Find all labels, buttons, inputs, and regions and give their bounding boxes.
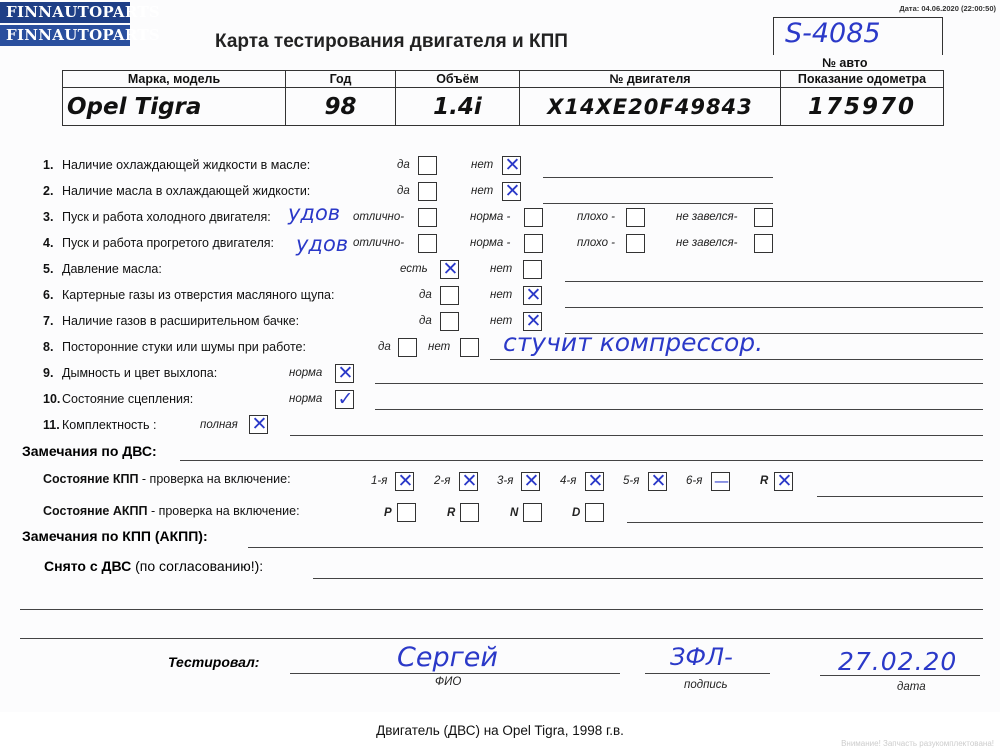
item-6-line [565,307,983,308]
fio-label: ФИО [435,676,462,688]
item-8-opt-no: нет [428,341,451,353]
akpp-gear-d-label: D [572,507,581,519]
akpp-label-rest: - проверка на включение: [147,504,300,518]
item-11-opt-complete: полная [200,419,238,431]
x-mark-icon: ✕ [525,284,542,306]
item-9-opt-normal: норма [289,367,323,379]
removed-line-2 [20,609,983,610]
kpp-gear-6-checkbox[interactable] [711,472,730,491]
x-mark-icon: ✕ [461,470,478,492]
item-5-label: Давление масла: [62,262,162,276]
date-hand: 27.02.20 [838,647,958,676]
car-number-label: № авто [822,56,868,70]
fio-line [290,673,620,674]
akpp-gear-d-checkbox[interactable] [585,503,604,522]
akpp-line [627,522,983,523]
item-2-number: 2. [43,184,54,198]
kpp-gear-2-checkbox[interactable] [459,472,478,491]
item-10-number: 10. [43,392,61,406]
item-11-label: Комплектность : [62,418,157,432]
kpp-gear-2-label: 2-я [434,475,451,487]
item-4-opt-bad: плохо - [577,237,615,249]
item-2-yes-checkbox[interactable] [418,182,437,201]
item-2-no-checkbox[interactable] [502,182,521,201]
item-3-opt-bad: плохо - [577,211,615,223]
item-11-line [290,435,983,436]
item-3-label: Пуск и работа холодного двигателя: [62,210,271,224]
signature-label: подпись [684,679,728,691]
item-6-yes-checkbox[interactable] [440,286,459,305]
date-stamp: Дата: 04.06.2020 (22:00:50) [899,4,996,13]
kpp-gear-r-label: R [760,475,769,487]
kpp-gear-3-label: 3-я [497,475,514,487]
col-header-engine-no: № двигателя [520,71,781,88]
photo-caption: Двигатель (ДВС) на Opel Tigra, 1998 г.в. [0,712,1000,750]
remarks-kpp-line [248,547,983,548]
item-1-opt-no: нет [471,159,494,171]
item-9-label: Дымность и цвет выхлопа: [62,366,218,380]
item-9-normal-checkbox[interactable] [335,364,354,383]
x-mark-icon: ✕ [523,470,540,492]
item-3-opt-excellent: отлично- [353,211,405,223]
dash-mark-icon: — [714,472,729,490]
item-3-opt-not-started: не завелся- [676,211,738,223]
x-mark-icon: ✕ [397,470,414,492]
item-7-label: Наличие газов в расширительном бачке: [62,314,300,328]
remarks-dvs-line [180,460,983,461]
col-header-model: Марка, модель [63,71,286,88]
item-4-not-started-checkbox[interactable] [754,234,773,253]
remarks-dvs-label: Замечания по ДВС: [22,443,157,459]
item-8-opt-yes: да [378,341,391,353]
item-10-line [375,409,983,410]
item-3-bad-checkbox[interactable] [626,208,645,227]
item-1-no-checkbox[interactable] [502,156,521,175]
item-1-opt-yes: да [397,159,410,171]
item-4-normal-checkbox[interactable] [524,234,543,253]
item-8-number: 8. [43,340,54,354]
item-5-opt-absent: нет [490,263,513,275]
item-9-number: 9. [43,366,54,380]
item-5-opt-present: есть [400,263,428,275]
kpp-gear-4-checkbox[interactable] [585,472,604,491]
col-header-odometer: Показание одометра [781,71,944,88]
akpp-gear-r-label: R [447,507,456,519]
col-header-volume: Объём [396,71,520,88]
kpp-label [43,472,291,486]
value-engine-no: X14XE20F49843 [520,88,781,126]
x-mark-icon: ✕ [587,470,604,492]
item-10-opt-normal: норма [289,393,323,405]
item-1-label: Наличие охлаждающей жидкости в масле: [62,158,311,172]
item-1-yes-checkbox[interactable] [418,156,437,175]
akpp-label-bold: Состояние АКПП [43,504,148,518]
kpp-gear-4-label: 4-я [560,475,577,487]
item-3-number: 3. [43,210,54,224]
item-6-no-checkbox[interactable] [523,286,542,305]
item-7-number: 7. [43,314,54,328]
x-mark-icon: ✕ [525,310,542,332]
removed-label-rest: (по согласованию!): [131,558,264,574]
watermark: Внимание! Запчасть разукомплектована! [841,739,994,748]
form-title: Карта тестирования двигателя и КПП [215,31,568,52]
value-year: 98 [286,88,396,126]
logo-finnautoparts: FINNAUTOPARTS [0,2,130,23]
kpp-gear-1-checkbox[interactable] [395,472,414,491]
removed-line-3 [20,638,983,639]
removed-line-1 [313,578,983,579]
item-6-opt-no: нет [490,289,513,301]
akpp-gear-p-checkbox[interactable] [397,503,416,522]
item-4-hand: удов [296,232,349,256]
item-2-line [543,203,773,204]
item-5-present-checkbox[interactable] [440,260,459,279]
item-3-hand: удов [288,201,341,225]
x-mark-icon: ✕ [251,413,268,435]
item-10-label: Состояние сцепления: [62,392,194,406]
item-6-number: 6. [43,288,54,302]
x-mark-icon: ✕ [776,470,793,492]
date-line [820,675,980,676]
item-7-opt-yes: да [419,315,432,327]
logo-finnautoparts-secondary: FINNAUTOPARTS [0,25,130,46]
value-model: Opel Tigra [63,88,286,126]
x-mark-icon: ✕ [504,180,521,202]
item-1-number: 1. [43,158,54,172]
item-6-label: Картерные газы из отверстия масляного щупа: [62,288,335,302]
item-9-line [375,383,983,384]
kpp-gear-5-label: 5-я [623,475,640,487]
removed-label-bold: Снято с ДВС [44,558,132,574]
item-3-not-started-checkbox[interactable] [754,208,773,227]
item-6-opt-yes: да [419,289,432,301]
item-2-label: Наличие масла в охлаждающей жидкости: [62,184,311,198]
x-mark-icon: ✕ [504,154,521,176]
item-8-hand-note: стучит компрессор. [503,328,764,357]
item-2-opt-no: нет [471,185,494,197]
x-mark-icon: ✕ [442,258,459,280]
item-1-line [543,177,773,178]
kpp-gear-5-checkbox[interactable] [648,472,667,491]
kpp-gear-1-label: 1-я [371,475,388,487]
akpp-gear-p-label: P [384,507,392,519]
item-5-absent-checkbox[interactable] [523,260,542,279]
item-3-opt-normal: норма - [470,211,511,223]
item-11-complete-checkbox[interactable] [249,415,268,434]
akpp-gear-n-checkbox[interactable] [523,503,542,522]
item-4-opt-excellent: отлично- [353,237,405,249]
item-8-yes-checkbox[interactable] [398,338,417,357]
kpp-label-bold: Состояние КПП [43,472,139,486]
item-5-number: 5. [43,262,54,276]
item-3-excellent-checkbox[interactable] [418,208,437,227]
check-mark-icon: ✓ [337,388,354,410]
akpp-gear-r-checkbox[interactable] [460,503,479,522]
signature-line [645,673,770,674]
item-4-label: Пуск и работа прогретого двигателя: [62,236,274,250]
value-odometer: 175970 [781,88,944,126]
kpp-gear-6-label: 6-я [686,475,703,487]
kpp-label-rest: - проверка на включение: [138,472,291,486]
item-7-yes-checkbox[interactable] [440,312,459,331]
tester-name-hand: Сергей [397,642,498,673]
item-8-no-checkbox[interactable] [460,338,479,357]
date-label: дата [897,681,926,693]
x-mark-icon: ✕ [337,362,354,384]
vehicle-info-table [62,70,944,126]
signature-hand: ЗФЛ- [670,643,733,671]
item-4-number: 4. [43,236,54,250]
remarks-kpp-label: Замечания по КПП (АКПП): [22,528,208,544]
x-mark-icon: ✕ [650,470,667,492]
item-8-line [490,359,983,360]
item-4-opt-not-started: не завелся- [676,237,738,249]
car-number-hand: S-4085 [785,18,881,49]
item-4-excellent-checkbox[interactable] [418,234,437,253]
kpp-gear-r-checkbox[interactable] [774,472,793,491]
item-3-normal-checkbox[interactable] [524,208,543,227]
akpp-gear-n-label: N [510,507,519,519]
value-volume: 1.4i [396,88,520,126]
item-7-opt-no: нет [490,315,513,327]
item-8-label: Посторонние стуки или шумы при работе: [62,340,306,354]
item-2-opt-yes: да [397,185,410,197]
akpp-label [43,504,300,518]
item-4-bad-checkbox[interactable] [626,234,645,253]
item-10-normal-checkbox[interactable] [335,390,354,409]
item-5-line [565,281,983,282]
col-header-year: Год [286,71,396,88]
kpp-line [817,496,983,497]
kpp-gear-3-checkbox[interactable] [521,472,540,491]
removed-from-dvs-label [44,558,263,574]
item-11-number: 11. [43,418,60,432]
item-4-opt-normal: норма - [470,237,511,249]
tested-by-label: Тестировал: [168,654,260,670]
